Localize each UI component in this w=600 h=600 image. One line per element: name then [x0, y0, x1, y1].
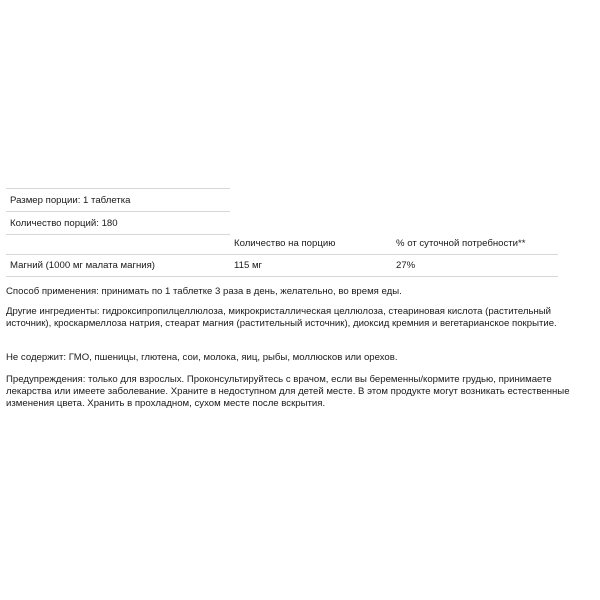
facts-header-row: [6, 232, 558, 255]
amount-per-serving-header: Количество на порцию: [234, 238, 336, 249]
warnings-text: Предупреждения: только для взрослых. Проконсультируйтесь с врачом, если вы беременны/кормите грудью, принимаете лекарства или имеете заболевание. Храните в недоступном для детей месте. В этом продукте могут возникать естественные изменения цвета. Хранить в прохладном, сухом месте после вскрытия.: [6, 374, 570, 409]
servings-per-container: Количество порций: 180: [10, 218, 118, 229]
daily-value-header: % от суточной потребности**: [396, 238, 526, 249]
nutrient-amount: 115 мг: [234, 260, 263, 271]
supplement-facts-table: [6, 188, 230, 235]
nutrient-daily-value: 27%: [396, 260, 416, 271]
nutrient-name: Магний (1000 мг малата магния): [10, 260, 155, 271]
directions-text: Способ применения: принимать по 1 таблетке 3 раза в день, желательно, во время еды.: [6, 286, 402, 297]
other-ingredients-text: Другие ингредиенты: гидроксипропилцеллюлоза, микрокристаллическая целлюлоза, стеариновая кислота (растительный источник), кроскармеллоза натрия, стеарат магния (растительный источник), диоксид кремния и вегетарианское покрытие.: [6, 306, 557, 329]
serving-size-row: [6, 188, 230, 212]
nutrient-row: [6, 254, 558, 277]
serving-size: Размер порции: 1 таблетка: [10, 195, 131, 206]
does-not-contain-text: Не содержит: ГМО, пшеницы, глютена, сои, молока, яиц, рыбы, моллюсков или орехов.: [6, 352, 398, 363]
